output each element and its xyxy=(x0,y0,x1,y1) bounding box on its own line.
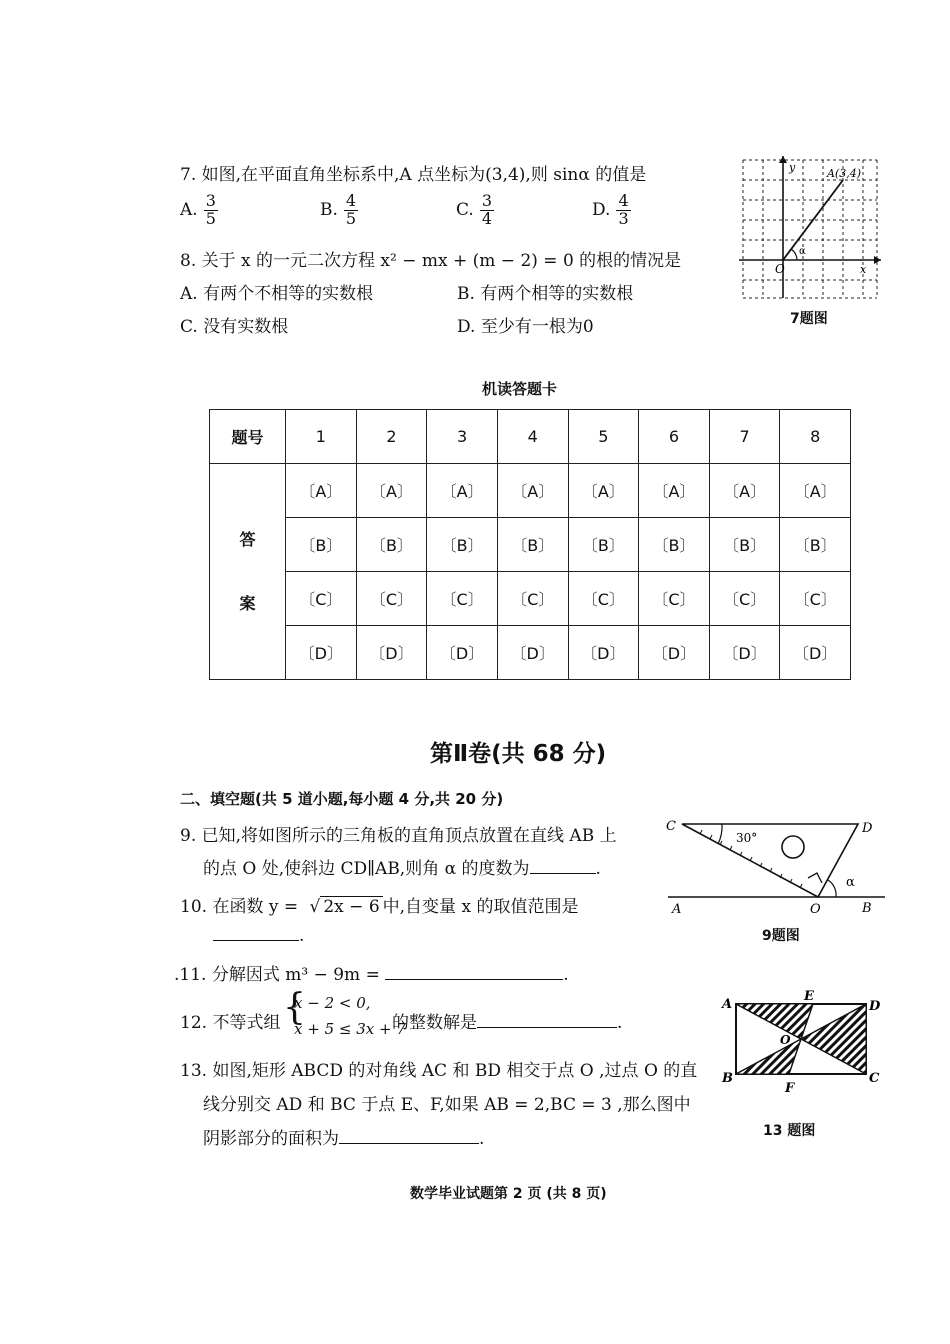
q7-angle-arc xyxy=(791,249,797,260)
q12-answer-blank[interactable] xyxy=(477,1027,617,1028)
q9-figure xyxy=(660,812,890,920)
q8-option-b: B. 有两个相等的实数根 xyxy=(457,284,634,304)
q12-ineq1: x − 2 < 0, xyxy=(294,994,371,1012)
q10-answer-blank[interactable] xyxy=(213,940,299,941)
choice-c[interactable]: 〔C〕 xyxy=(780,572,851,626)
choice-d[interactable]: 〔D〕 xyxy=(568,626,639,680)
choice-b[interactable]: 〔B〕 xyxy=(286,518,357,572)
q13-line3: 阴影部分的面积为 . xyxy=(203,1129,485,1149)
answer-card-row-label: 答 案 xyxy=(210,464,286,680)
choice-d[interactable]: 〔D〕 xyxy=(639,626,710,680)
q9-answer-blank[interactable] xyxy=(530,873,596,874)
q7-x-label: x xyxy=(860,263,867,276)
question-number: 7 xyxy=(709,410,780,464)
q9-label-o: O xyxy=(810,902,821,917)
question-number: 6 xyxy=(639,410,710,464)
choice-d[interactable]: 〔D〕 xyxy=(427,626,498,680)
q10-line2: . xyxy=(213,926,304,946)
choice-a[interactable]: 〔A〕 xyxy=(286,464,357,518)
answer-card-header-label: 题号 xyxy=(210,410,286,464)
q9-line1: 9. 已知,将如图所示的三角板的直角顶点放置在直线 AB 上 xyxy=(180,826,617,846)
q13-line2: 线分别交 AD 和 BC 于点 E、F,如果 AB = 2,BC = 3 ,那么图中 xyxy=(203,1095,691,1115)
choice-a[interactable]: 〔A〕 xyxy=(497,464,568,518)
q9-label-c: C xyxy=(666,819,676,834)
choice-d[interactable]: 〔D〕 xyxy=(356,626,427,680)
q7-origin-label: O xyxy=(775,262,785,276)
choice-b[interactable]: 〔B〕 xyxy=(356,518,427,572)
q13-label-a: A xyxy=(722,997,733,1012)
choice-c[interactable]: 〔C〕 xyxy=(356,572,427,626)
question-number: 5 xyxy=(568,410,639,464)
q8-option-d: D. 至少有一根为0 xyxy=(457,317,594,337)
q9-label-a: A xyxy=(672,902,682,917)
choice-b[interactable]: 〔B〕 xyxy=(427,518,498,572)
q7-stem: 7. 如图,在平面直角坐标系中,A 点坐标为(3,4),则 sinα 的值是 xyxy=(180,165,647,185)
q7-option-a: A. $\frac{3}{5}$ xyxy=(180,191,216,228)
question-number: 1 xyxy=(286,410,357,464)
q12-tail: 的整数解是 . xyxy=(392,1013,623,1033)
choice-a[interactable]: 〔A〕 xyxy=(639,464,710,518)
answer-card-title: 机读答题卡 xyxy=(482,380,558,398)
q12-ineq2: x + 5 ≤ 3x + 7 xyxy=(294,1020,406,1038)
choice-b[interactable]: 〔B〕 xyxy=(497,518,568,572)
choice-a[interactable]: 〔A〕 xyxy=(780,464,851,518)
q12-label: 12. 不等式组 xyxy=(180,1013,281,1033)
choice-a[interactable]: 〔A〕 xyxy=(709,464,780,518)
q7-point-label: A(3,4) xyxy=(827,167,862,180)
q13-label-f: F xyxy=(785,1081,795,1096)
q10-radical: √ 2x − 6 xyxy=(310,897,383,917)
q13-line1: 13. 如图,矩形 ABCD 的对角线 AC 和 BD 相交于点 O ,过点 O 的直 xyxy=(180,1061,698,1081)
q12-brace: { xyxy=(283,987,306,1028)
q13-label-d: D xyxy=(869,999,881,1014)
q7-figure xyxy=(735,152,885,304)
choice-c[interactable]: 〔C〕 xyxy=(286,572,357,626)
choice-c[interactable]: 〔C〕 xyxy=(497,572,568,626)
q9-angle-arc-alpha xyxy=(828,880,836,897)
q7-caption: 7题图 xyxy=(790,311,828,327)
q13-label-e: E xyxy=(804,989,814,1004)
choice-b[interactable]: 〔B〕 xyxy=(709,518,780,572)
choice-b[interactable]: 〔B〕 xyxy=(780,518,851,572)
choice-b[interactable]: 〔B〕 xyxy=(639,518,710,572)
question-number: 2 xyxy=(356,410,427,464)
choice-d[interactable]: 〔D〕 xyxy=(286,626,357,680)
choice-d[interactable]: 〔D〕 xyxy=(780,626,851,680)
section2-title: 第Ⅱ卷(共 68 分) xyxy=(430,741,607,767)
q9-label-30: 30° xyxy=(736,831,758,845)
q9-triangle xyxy=(682,824,858,897)
q9-label-d: D xyxy=(862,821,873,836)
q7-angle-label: α xyxy=(799,246,806,257)
q9-hole xyxy=(782,836,804,858)
q11-line: .11. 分解因式 m³ − 9m = . xyxy=(174,965,569,985)
q7-y-label: y xyxy=(789,161,796,174)
page-footer: 数学毕业试题第 2 页 (共 8 页) xyxy=(410,1186,607,1202)
q7-option-c: C. $\frac{3}{4}$ xyxy=(456,191,492,228)
q10-line1: 10. 在函数 y = √ 2x − 6 中,自变量 x 的取值范围是 xyxy=(180,897,579,917)
choice-c[interactable]: 〔C〕 xyxy=(639,572,710,626)
q13-answer-blank[interactable] xyxy=(339,1143,479,1144)
section2-subtitle: 二、填空题(共 5 道小题,每小题 4 分,共 20 分) xyxy=(180,790,504,808)
q7-option-b: B. $\frac{4}{5}$ xyxy=(320,191,357,228)
q9-right-angle xyxy=(808,873,822,883)
choice-a[interactable]: 〔A〕 xyxy=(427,464,498,518)
q13-figure xyxy=(718,988,888,1098)
q8-option-a: A. 有两个不相等的实数根 xyxy=(180,284,374,304)
q8-stem: 8. 关于 x 的一元二次方程 x² − mx + (m − 2) = 0 的根的情况是 xyxy=(180,251,682,271)
q9-label-alpha: α xyxy=(846,875,855,890)
question-number: 8 xyxy=(780,410,851,464)
q11-answer-blank[interactable] xyxy=(385,979,563,980)
choice-b[interactable]: 〔B〕 xyxy=(568,518,639,572)
question-number: 4 xyxy=(497,410,568,464)
q7-option-d: D. $\frac{4}{3}$ xyxy=(592,191,629,228)
q13-shade-top xyxy=(736,1004,813,1039)
q13-shade-right xyxy=(801,1004,866,1074)
q9-label-b: B xyxy=(862,901,872,916)
choice-c[interactable]: 〔C〕 xyxy=(568,572,639,626)
q9-caption: 9题图 xyxy=(762,928,800,944)
choice-d[interactable]: 〔D〕 xyxy=(497,626,568,680)
choice-a[interactable]: 〔A〕 xyxy=(568,464,639,518)
q13-label-o: O xyxy=(780,1033,791,1047)
choice-a[interactable]: 〔A〕 xyxy=(356,464,427,518)
q13-label-c: C xyxy=(869,1071,880,1086)
answer-card-table xyxy=(209,409,851,680)
q9-line2: 的点 O 处,使斜边 CD∥AB,则角 α 的度数为 . xyxy=(203,859,601,879)
choice-c[interactable]: 〔C〕 xyxy=(709,572,780,626)
answer-card-header-row xyxy=(210,410,851,464)
q13-label-b: B xyxy=(722,1071,733,1086)
question-number: 3 xyxy=(427,410,498,464)
choice-d[interactable]: 〔D〕 xyxy=(709,626,780,680)
q13-caption: 13 题图 xyxy=(763,1123,816,1139)
choice-c[interactable]: 〔C〕 xyxy=(427,572,498,626)
q8-option-c: C. 没有实数根 xyxy=(180,317,289,337)
